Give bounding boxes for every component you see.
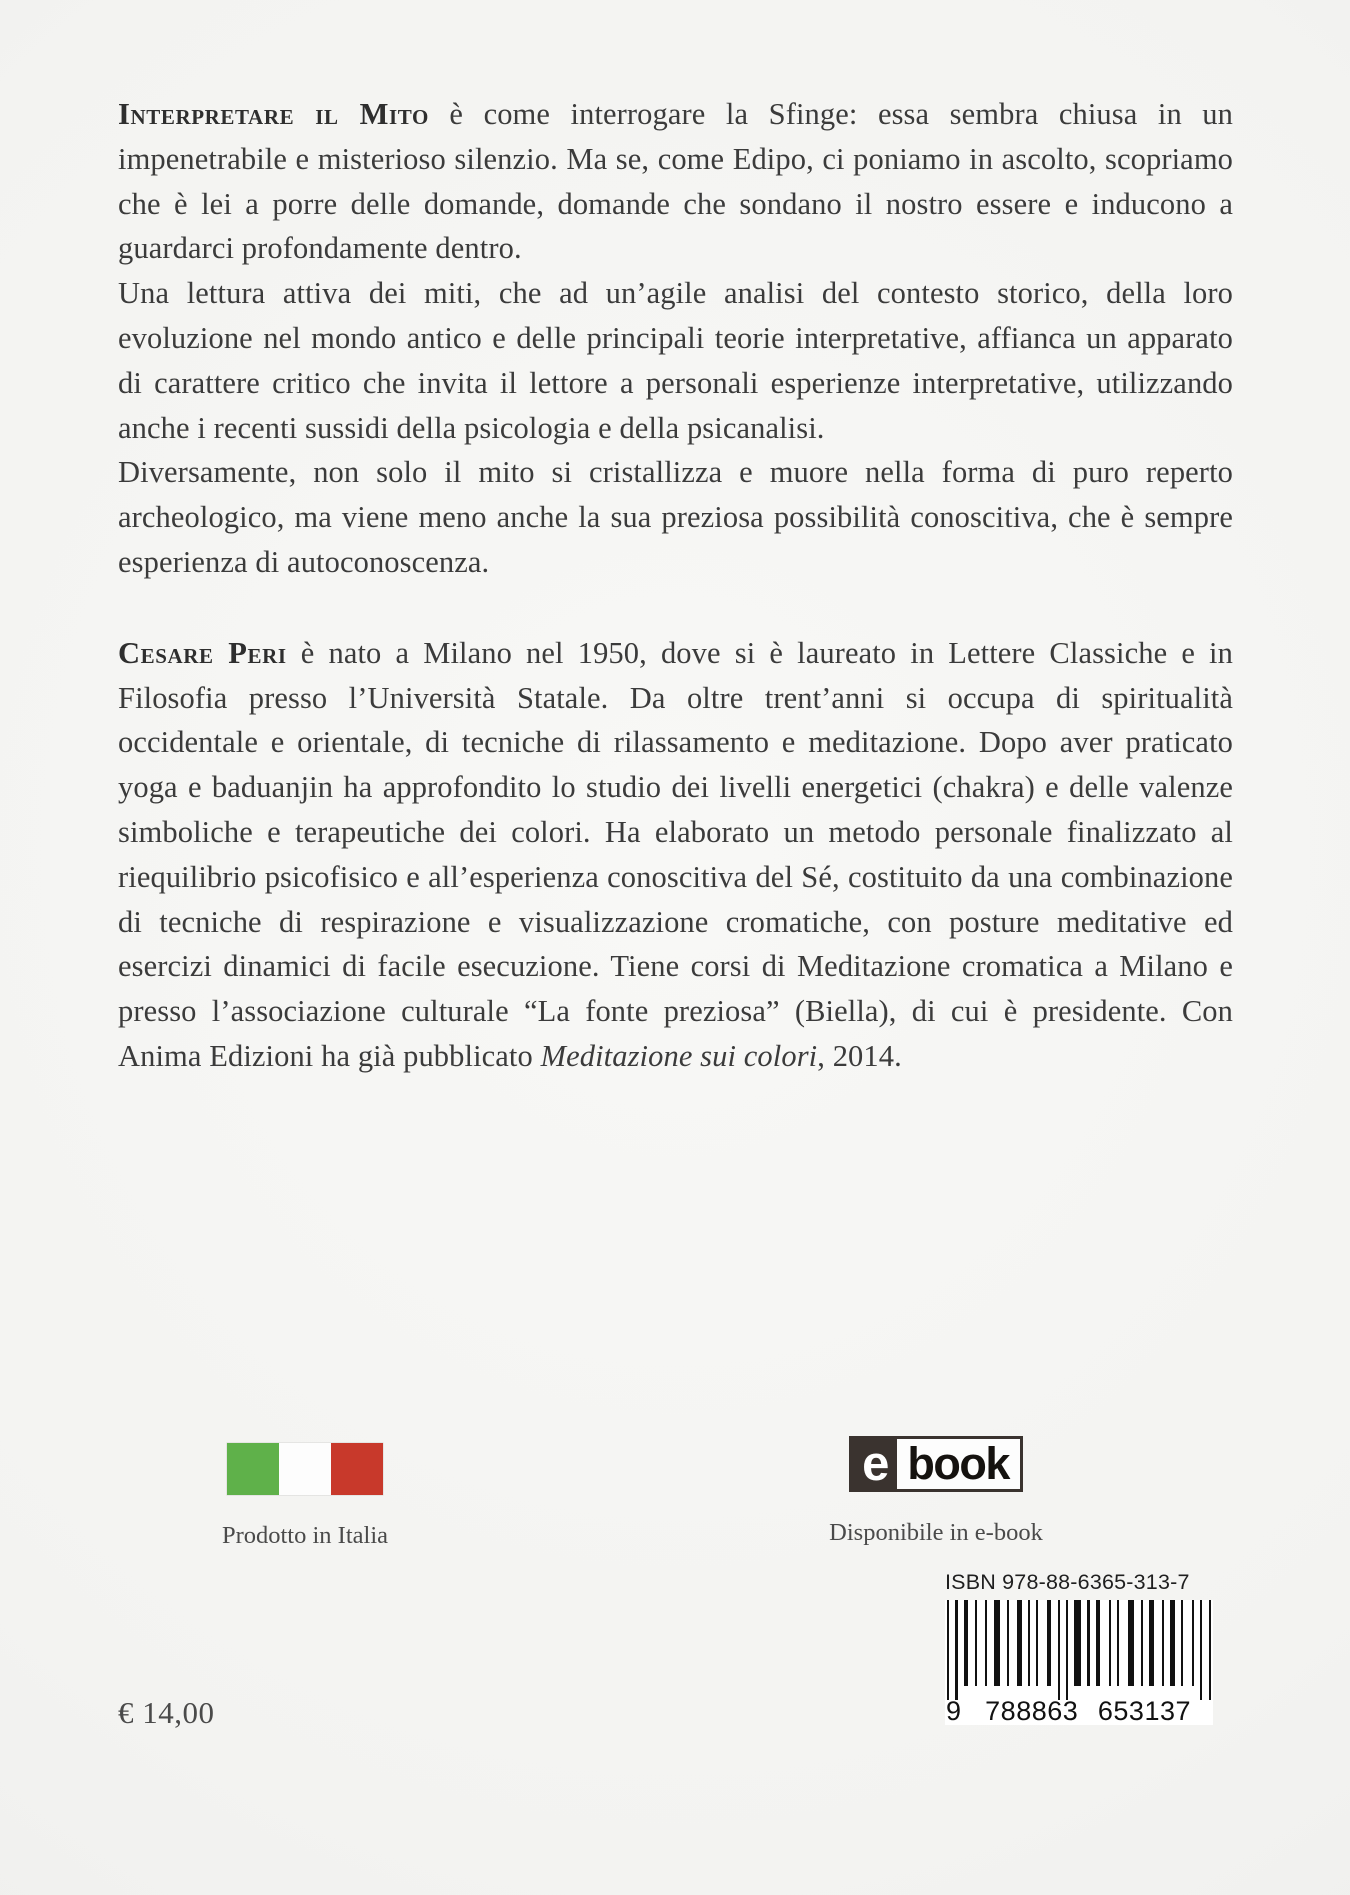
made-in-italy-block [190,1443,420,1551]
author-bio-paragraph [118,631,1233,1079]
made-in-italy-caption: Prodotto in Italia [221,1522,389,1549]
barcode-digit-left: 9 [946,1696,962,1726]
blurb-paragraph-1 [118,92,1233,271]
flag-stripe-white [279,1443,331,1495]
author-bio-text-before-title: è nato a Milano nel 1950, dove si è laureato in Lettere Classiche e in Filosofia presso l’Università Statale. Da oltre trent’anni si occupa di spiritualità occidentale e orientale, di tecniche di rilassamento e meditazione. Dopo aver praticato yoga e baduanjin ha approfondito lo studio dei livelli energetici (chakra) e delle valenze simboliche e terapeutiche dei colori. Ha elaborato un metodo personale finalizzato al riequilibrio psicofisico e all’esperienza conoscitiva del Sé, costituito da una combinazione di tecniche di respirazione e visualizzazione cromatiche, con posture meditative ed esercizi dinamici di facile esecuzione. Tiene corsi di Meditazione cromatica a Milano e presso l’associazione culturale “La fonte preziosa” (Biella), di cui è presidente. Con Anima Edizioni ha già pubblicato [118,635,1233,1073]
blurb-paragraph-1-rest: è come interrogare la Sfinge: essa sembra chiusa in un impenetrabile e misterioso silenzio. Ma se, come Edipo, ci poniamo in ascolto, scopriamo che è lei a porre delle domande, domande che sondano il nostro essere e inducono a guardarci profondamente dentro. [118,97,1233,266]
isbn-barcode-block [945,1570,1215,1725]
author-bio-text-after-title: , 2014. [817,1038,902,1073]
ebook-badge-e-letter: e [852,1439,897,1489]
price-label: € 14,00 [118,1695,215,1730]
flag-stripe-green [227,1443,279,1495]
barcode-digits-group-1: 788863 [985,1696,1079,1726]
italian-flag-icon [227,1443,383,1495]
blurb-paragraph-3: Diversamente, non solo il mito si cristallizza e muore nella forma di puro reperto archeologico, ma viene meno anche la sua preziosa possibilità conoscitiva, che è sempre esperienza di autoconoscenza. [118,455,1233,579]
cited-book-title: Meditazione sui colori [540,1038,818,1073]
blurb-paragraph-2: Una lettura attiva dei miti, che ad un’agile analisi del contesto storico, della loro evoluzione nel mondo antico e delle principali teorie interpretative, affianca un apparato di carattere critico che invita il lettore a personali esperienze interpretative, utilizzando anche i recenti sussidi della psicologia e della psicanalisi. [118,276,1233,445]
barcode-bars [945,1600,1213,1700]
blurb-section [118,92,1233,1079]
flag-stripe-red [331,1443,383,1495]
barcode-digits-group-2: 653137 [1097,1696,1191,1726]
blurb-lead-smallcaps: Interpretare il Mito [118,97,429,131]
isbn-barcode-icon [945,1600,1213,1725]
author-name-smallcaps: Cesare Peri [118,635,287,670]
ebook-badge-icon [849,1436,1023,1492]
ebook-caption: Disponibile in e-book [829,1519,1043,1546]
ebook-badge-book-word: book [907,1438,1009,1489]
barcode-digits [945,1697,1213,1725]
isbn-label: ISBN 978-88-6365-313-7 [945,1570,1190,1594]
ebook-availability-block [786,1436,1086,1548]
